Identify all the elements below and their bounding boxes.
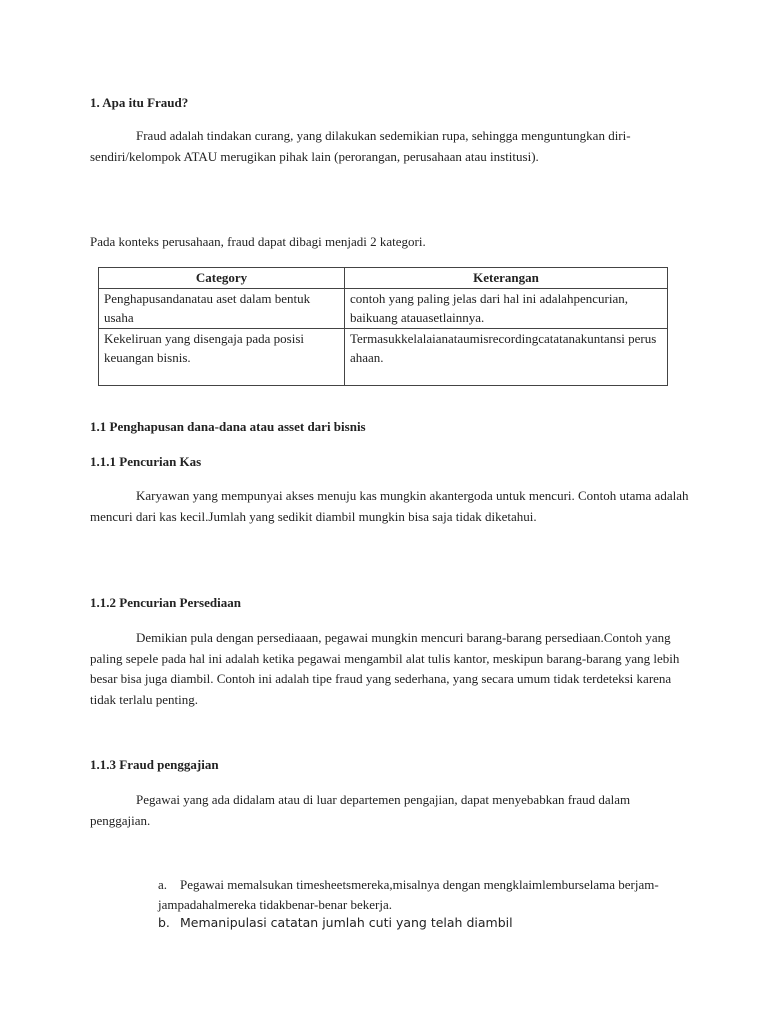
heading-fraud-penggajian: 1.1.3 Fraud penggajian <box>90 757 219 772</box>
list-marker: a. <box>158 877 168 892</box>
list-item <box>158 875 678 915</box>
table-cell: Kekeliruan yang disengaja pada posisi keuangan bisnis. <box>99 328 345 385</box>
table-header-category: Category <box>99 268 345 289</box>
paragraph-kategori: Pada konteks perusahaan, fraud dapat dibagi menjadi 2 kategori. <box>90 234 426 249</box>
heading-apa-itu-fraud: 1. Apa itu Fraud? <box>90 95 189 110</box>
list-marker: b. <box>158 915 170 930</box>
table-row <box>99 328 668 385</box>
paragraph-fraud-definition: Fraud adalah tindakan curang, yang dilakukan sedemikian rupa, sehingga menguntungkan diri-sendiri/kelompok ATAU merugikan pihak lain (perorangan, perusahaan atau institusi). <box>90 128 631 164</box>
table-header-keterangan: Keterangan <box>345 268 668 289</box>
heading-penghapusan-dana: 1.1 Penghapusan dana-dana atau asset dari bisnis <box>90 419 366 434</box>
paragraph-pencurian-persediaan: Demikian pula dengan persediaaan, pegawai mungkin mencuri barang-barang persediaan.Contoh yang paling sepele pada hal ini adalah ketika pegawai mengambil alat tulis kantor, meskipun barang-barang yang lebih besar bisa juga diambil. Contoh ini adalah tipe fraud yang sederhana, yang secara umum tidak terdeteksi karena tidak terlalu penting. <box>90 630 680 707</box>
table-cell: Termasukkelalaianataumisrecordingcatatanakuntansi perusahaan. <box>345 328 668 385</box>
category-table <box>98 267 668 386</box>
list-item-text: Pegawai memalsukan timesheetsmereka,misalnya dengan mengklaimlemburselama berjam-jampadahalmereka tidakbenar-benar bekerja. <box>158 877 659 912</box>
table-header-row <box>99 268 668 289</box>
paragraph-pencurian-kas: Karyawan yang mempunyai akses menuju kas mungkin akantergoda untuk mencuri. Contoh utama adalah mencuri dari kas kecil.Jumlah yang sedikit diambil mungkin bisa saja tidak diketahui. <box>90 488 689 524</box>
paragraph-fraud-penggajian: Pegawai yang ada didalam atau di luar departemen pengajian, dapat menyebabkan fraud dalam penggajian. <box>90 792 631 828</box>
table-row <box>99 288 668 328</box>
heading-pencurian-kas: 1.1.1 Pencurian Kas <box>90 454 202 469</box>
list-item <box>158 913 678 933</box>
heading-pencurian-persediaan: 1.1.2 Pencurian Persediaan <box>90 595 241 610</box>
list-item-text: Memanipulasi catatan jumlah cuti yang telah diambil <box>180 915 513 930</box>
table-cell: Penghapusandanatau aset dalam bentuk usaha <box>99 288 345 328</box>
table-cell: contoh yang paling jelas dari hal ini adalahpencurian, baikuang atauasetlainnya. <box>345 288 668 328</box>
